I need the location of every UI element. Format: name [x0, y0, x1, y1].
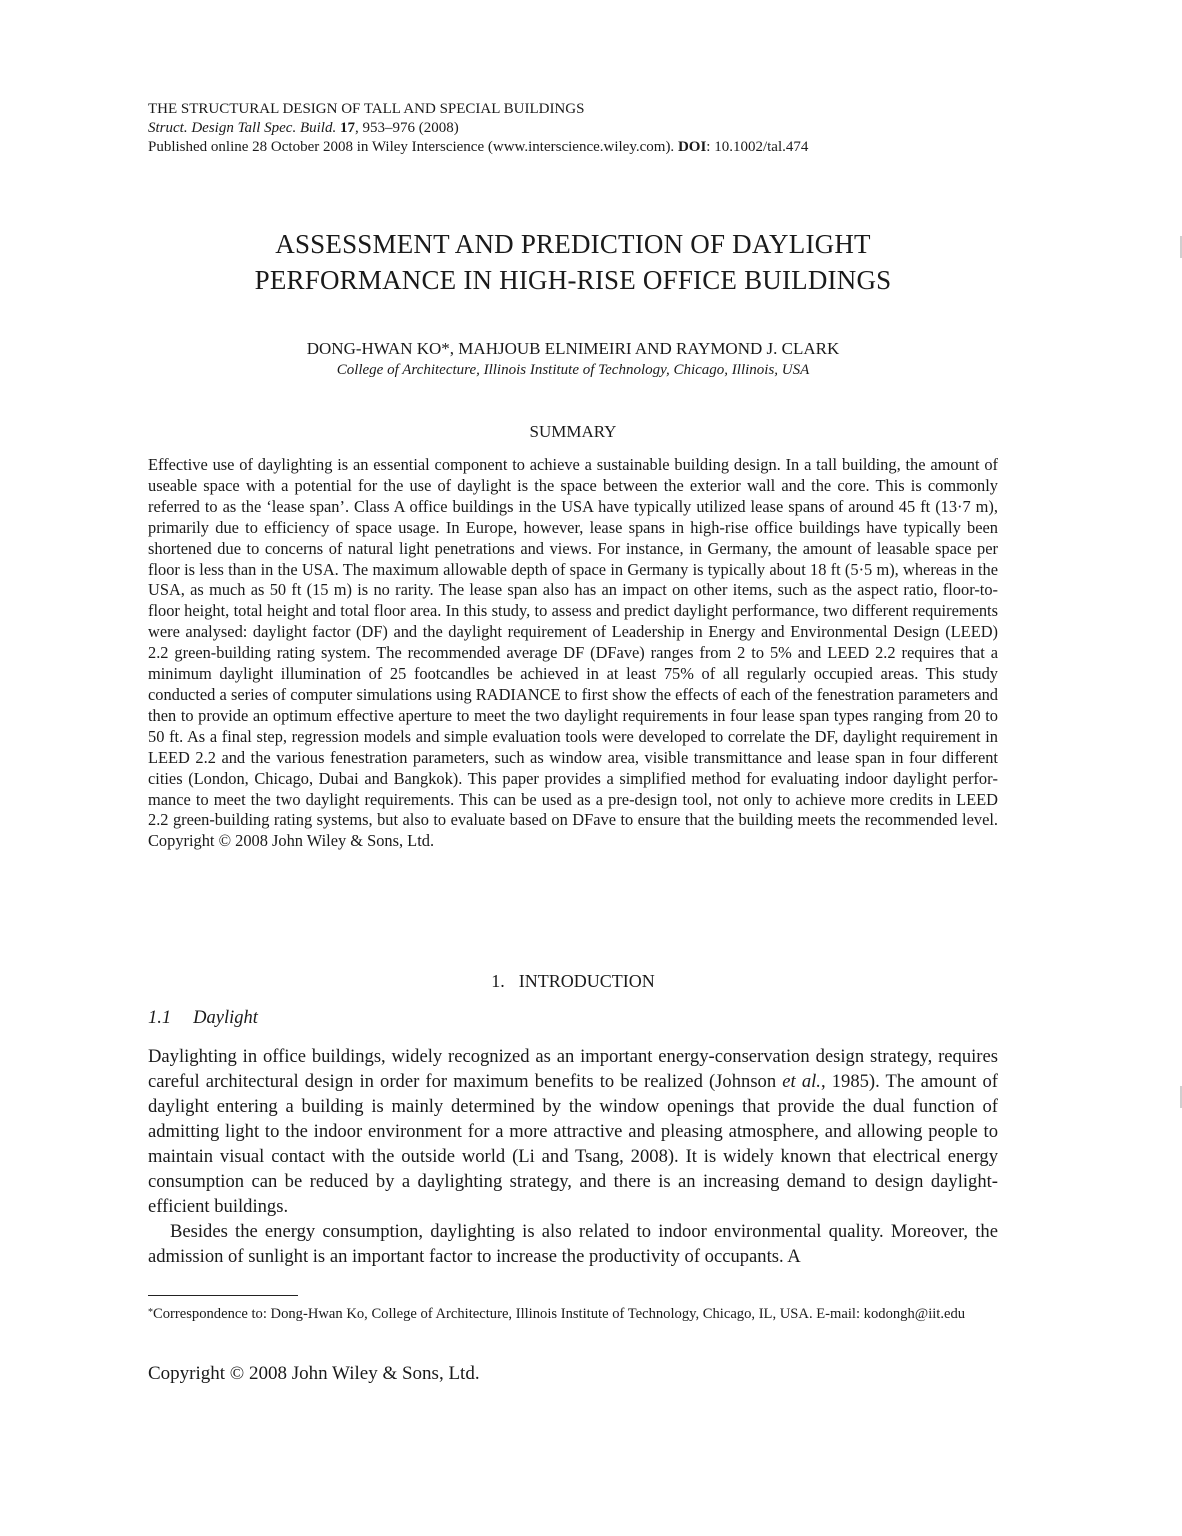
footnote [148, 1303, 998, 1324]
paragraph [148, 1044, 998, 1219]
copyright-notice: Copyright © 2008 John Wiley & Sons, Ltd. [148, 1363, 480, 1384]
author-list: DONG-HWAN KO*, MAHJOUB ELNIMEIRI AND RAYMOND J. CLARK [306, 339, 840, 358]
published-online: Published online 28 October 2008 in Wiley Interscience (www.interscience.wiley.com). [148, 139, 678, 155]
paragraph-text: , 1985). The amount of daylight entering a building is mainly determined by the window openings that provide the dual function of admitting light to the indoor environment for a more attractive and pleasing atmosphere, and allowing people to maintain visual contact with the outside world (Li and Tsang, 2008). It is widely known that electrical energy consumption can be reduced by a daylighting strategy, and there is an increasing demand to design daylight-efficient buildings. [148, 1071, 998, 1217]
journal-name: THE STRUCTURAL DESIGN OF TALL AND SPECIAL BUILDINGS [148, 101, 585, 117]
affiliation: College of Architecture, Illinois Institute of Technology, Chicago, Illinois, USA [336, 362, 810, 378]
paper-page [148, 0, 998, 1536]
paper-title [148, 226, 998, 298]
doi-label: DOI [677, 139, 707, 155]
footnote-marker: * [148, 1307, 153, 1318]
footnote-text: Correspondence to: Dong-Hwan Ko, College of Architecture, Illinois Institute of Technology, Chicago, IL, USA. E-mail: kodongh@iit.edu [153, 1306, 966, 1322]
citation-etal: et al. [782, 1071, 821, 1092]
doi-value: : 10.1002/tal.474 [706, 139, 809, 155]
subsection-title: Daylight [193, 1008, 258, 1028]
summary-text: Effective use of daylighting is an essential component to achieve a sustainable building design. In a tall building, the amount of useable space with a potential for the use of daylight is the space between the exterior wall and the core. This is commonly referred to as the ‘lease span’. Class A office buildings in the USA have typically utilized lease spans of around 45 ft (13·7 m), primarily due to efficiency of space usage. In Europe, however, lease spans in high-rise office buildings have typically been shortened due to concerns of natural light penetrations and views. For instance, in Germany, the amount of leasable space per floor is less than in the USA. The maximum allowable depth of space in Germany is typically about 18 ft (5·5 m), whereas in the USA, as much as 50 ft (15 m) is no rarity. The lease span also has an impact on other items, such as the aspect ratio, floor-to-floor height, total height and total floor area. In this study, to assess and predict daylight performance, two different requirements were analysed: daylight factor (DF) and the daylight requirement of Leadership in Energy and Environmental Design (LEED) 2.2 green-building rating system. The recommended average DF (DFave) ranges from 2 to 5% and LEED 2.2 requires that a minimum daylight illumination of 25 footcandles be achieved in at least 75% of all regularly occupied areas. This study conducted a series of computer simulations using RADIANCE to first show the effects of each of the fenestration parameters and then to provide an optimum effective aperture to meet the two daylight requirements in four lease span types ranging from 20 to 50 ft. As a final step, regression models and simple evaluation tools were developed to correlate the DF, daylight requirement in LEED 2.2 and the various fenestration parameters, such as window area, visible transmittance and lease span in four different cities (London, Chicago, Dubai and Bangkok). This paper provides a simplified method for evaluating indoor daylight performance to meet the two daylight requirements. This can be used as a pre-design tool, not only to achieve more credits in LEED 2.2 green-building rating systems, but also to evaluate based on DFave to ensure that the building meets the recommended level. Copyright © 2008 John Wiley & Sons, Ltd. [148, 455, 998, 851]
subsection-number: 1.1 [148, 1008, 172, 1028]
section-heading-introduction [148, 970, 998, 992]
subsection-heading-daylight [148, 1007, 998, 1029]
journal-pages-year: , 953–976 (2008) [354, 120, 459, 136]
journal-header [148, 100, 998, 157]
section-title: INTRODUCTION [518, 971, 655, 991]
summary-heading: SUMMARY [529, 422, 617, 441]
introduction-body [148, 1044, 998, 1269]
publication-line [148, 138, 998, 157]
title-line-1: ASSESSMENT AND PREDICTION OF DAYLIGHT [275, 229, 871, 259]
section-number: 1. [491, 971, 505, 991]
footnote-divider [148, 1295, 298, 1296]
journal-abbrev: Struct. Design Tall Spec. Build. [148, 120, 337, 136]
paragraph-text: Daylighting in office buildings, widely recognized as an important energy-conservation design strategy, requires careful architectural design in order for maximum benefits to be realized (Johnson [148, 1046, 998, 1092]
journal-citation [148, 119, 998, 138]
journal-volume: 17 [339, 120, 355, 136]
paragraph: Besides the energy consumption, daylighting is also related to indoor environmental quality. Moreover, the admission of sunlight is an important factor to increase the productivity of occupants. A [148, 1221, 998, 1267]
title-line-2: PERFORMANCE IN HIGH-RISE OFFICE BUILDINGS [254, 265, 892, 295]
